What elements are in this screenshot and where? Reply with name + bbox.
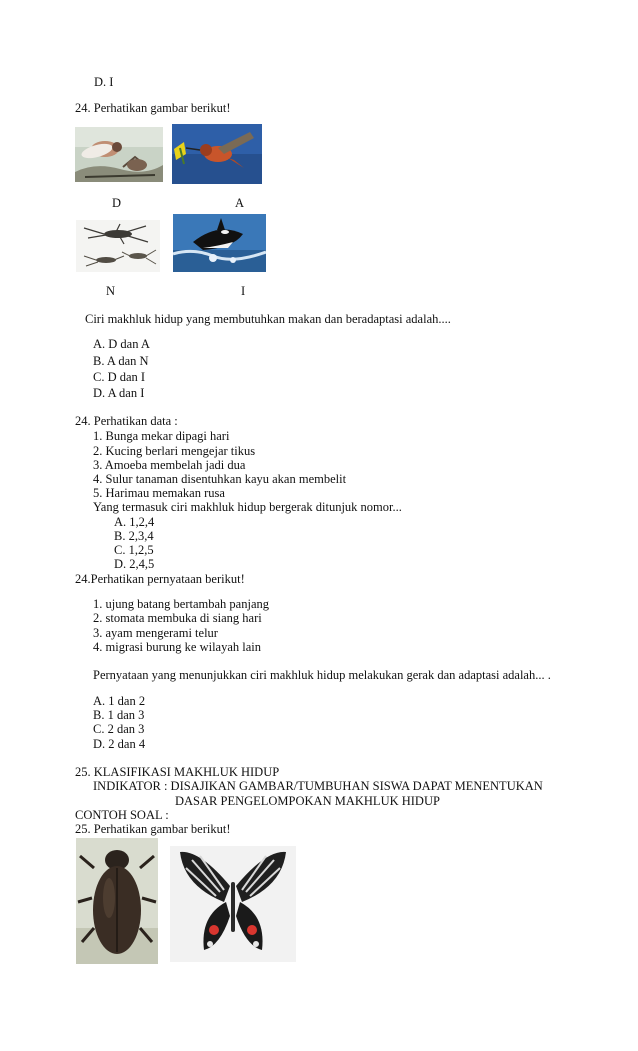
- example-label: CONTOH SOAL :: [75, 808, 169, 822]
- birds-feeding-image: [75, 127, 163, 182]
- orca-image: [173, 214, 266, 272]
- image-label-a: A: [235, 196, 245, 210]
- indicator-line-1: INDIKATOR : DISAJIKAN GAMBAR/TUMBUHAN SISWA DAPAT MENENTUKAN: [93, 779, 543, 793]
- option-d: D. 2,4,5: [114, 557, 155, 571]
- section-25-heading: 25. KLASIFIKASI MAKHLUK HIDUP: [75, 765, 280, 779]
- option-d: D. A dan I: [93, 386, 145, 400]
- image-label-i: I: [241, 284, 246, 298]
- option-a: A. D dan A: [93, 337, 150, 351]
- question-24c-title: 24.Perhatikan pernyataan berikut!: [75, 572, 245, 586]
- previous-option-d: D. I: [94, 75, 114, 89]
- question-24b-text: Yang termasuk ciri makhluk hidup bergerak ditunjuk nomor...: [93, 500, 402, 514]
- list-item: 2. Kucing berlari mengejar tikus: [93, 444, 256, 458]
- list-item: 5. Harimau memakan rusa: [93, 486, 225, 500]
- list-item: 4. migrasi burung ke wilayah lain: [93, 640, 262, 654]
- question-25-title: 25. Perhatikan gambar berikut!: [75, 822, 231, 836]
- question-24c-text: Pernyataan yang menunjukkan ciri makhluk hidup melakukan gerak dan adaptasi adalah... .: [93, 668, 551, 682]
- option-a: A. 1 dan 2: [93, 694, 146, 708]
- option-b: B. 1 dan 3: [93, 708, 145, 722]
- hummingbird-image: [172, 124, 262, 184]
- list-item: 2. stomata membuka di siang hari: [93, 611, 262, 625]
- indicator-line-2: DASAR PENGELOMPOKAN MAKHLUK HIDUP: [175, 794, 440, 808]
- list-item: 1. ujung batang bertambah panjang: [93, 597, 269, 611]
- image-label-d: D: [112, 196, 122, 210]
- option-b: B. A dan N: [93, 354, 149, 368]
- question-24b-title: 24. Perhatikan data :: [75, 414, 178, 428]
- list-item: 1. Bunga mekar dipagi hari: [93, 429, 230, 443]
- list-item: 3. ayam mengerami telur: [93, 626, 218, 640]
- butterfly-image: [170, 846, 296, 962]
- list-item: 4. Sulur tanaman disentuhkan kayu akan membelit: [93, 472, 347, 486]
- option-b: B. 2,3,4: [114, 529, 154, 543]
- option-a: A. 1,2,4: [114, 515, 155, 529]
- beetle-image: [76, 838, 158, 964]
- option-c: C. D dan I: [93, 370, 146, 384]
- option-c: C. 1,2,5: [114, 543, 154, 557]
- question-24a-title: 24. Perhatikan gambar berikut!: [75, 101, 231, 115]
- question-24a-text: Ciri makhluk hidup yang membutuhkan makan dan beradaptasi adalah....: [85, 312, 451, 326]
- option-c: C. 2 dan 3: [93, 722, 145, 736]
- insects-image: [76, 220, 160, 272]
- list-item: 3. Amoeba membelah jadi dua: [93, 458, 246, 472]
- image-label-n: N: [106, 284, 116, 298]
- option-d: D. 2 dan 4: [93, 737, 146, 751]
